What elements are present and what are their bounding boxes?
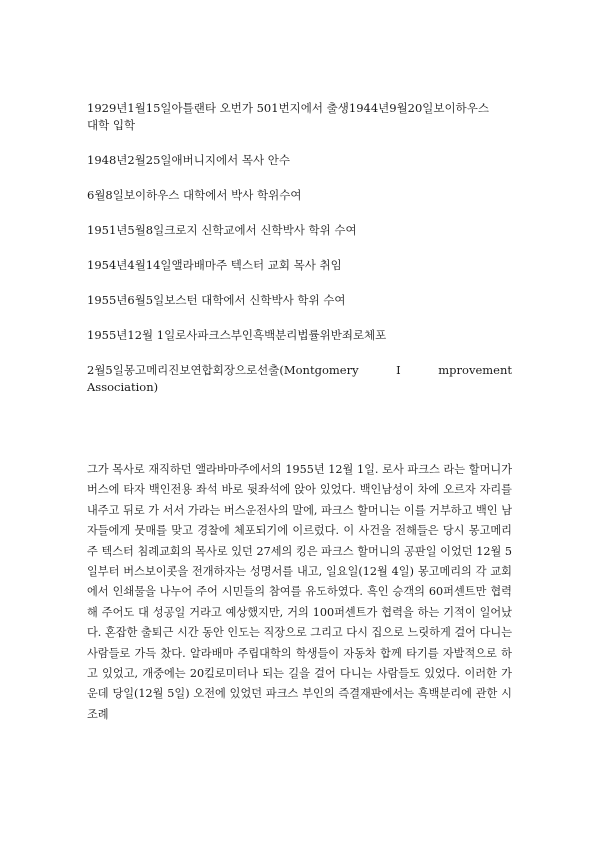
body-paragraph: 그가 목사로 재직하던 앨라바마주에서의 1955년 12월 1일. 로사 파크스 라는 할머니가 버스에 타자 백인전용 좌석 바로 뒷좌석에 앉아 있었다. 백인남성이 차에 오르자 자리를 내주고 뒤로 가 서서 가라는 버스운전사의 말에, 파크스 할머니는 이를 거부하고 백인 남자들에게 뭇매를 맞고 경찰에 체포되기에 이르렀다. 이 사건을 전해들은 당시 몽고메리주 텍스터 침례교회의 목사로 있던 27세의 킹은 파크스 할머니의 공판일 이었던 12월 5일부터 버스보이콧을 전개하자는 성명서를 내고, 일요일(12월 4일) 몽고메리의 각 교회에서 인쇄물을 나누어 주어 시민들의 참여를 유도하였다. 흑인 승객의 60퍼센트만 협력해 주어도 대 성공일 거라고 예상했지만, 거의 100퍼센트가 협력을 하는 기적이 일어났다. 혼잡한 출퇴근 시간 동안 인도는 직장으로 그리고 다시 집으로 느릿하게 걸어 다니는 사람들로 가득 찼다. 알라배마 주립대학의 학생들이 자동차 합께 타기를 자발적으로 하고 있었고, 개중에는 20킬로미터나 되는 길을 걸어 다니는 사람들도 있었다. 이러한 가운데 당일(12월 5일) 오전에 있었던 파크스 부인의 즉결재판에서는 흑백분리에 관한 시 조례 — [87, 463, 512, 721]
timeline-entry-1951-crozer: 1951년5월8일크로지 신학교에서 신학박사 학위 수여 — [87, 223, 357, 237]
timeline-entry-1955-parks-arrest: 1955년12월 1일로사파크스부인흑백분리법률위반죄로체포 — [87, 328, 387, 342]
timeline-entry-june-degree: 6월8일보이하우스 대학에서 박사 학위수여 — [87, 188, 302, 202]
timeline-entry-1954-dexter: 1954년4월14일앨라배마주 텍스터 교회 목사 취임 — [87, 258, 342, 272]
timeline-entry-1929-birth: 1929년1월15일아틀랜타 오번가 501번지에서 출생1944년9월20일보이하우스 대학 입학 — [87, 101, 489, 132]
timeline-entry-1955-boston: 1955년6월5일보스턴 대학에서 신학박사 학위 수여 — [87, 293, 346, 307]
timeline-list — [87, 100, 512, 414]
timeline-entry-mia-president: 2월5일몽고메리진보연합회장으로선출(Montgomery I mprovement Association) — [87, 363, 512, 394]
timeline-entry-1948-ordination: 1948년2월25일애버니지에서 목사 안수 — [87, 153, 290, 167]
